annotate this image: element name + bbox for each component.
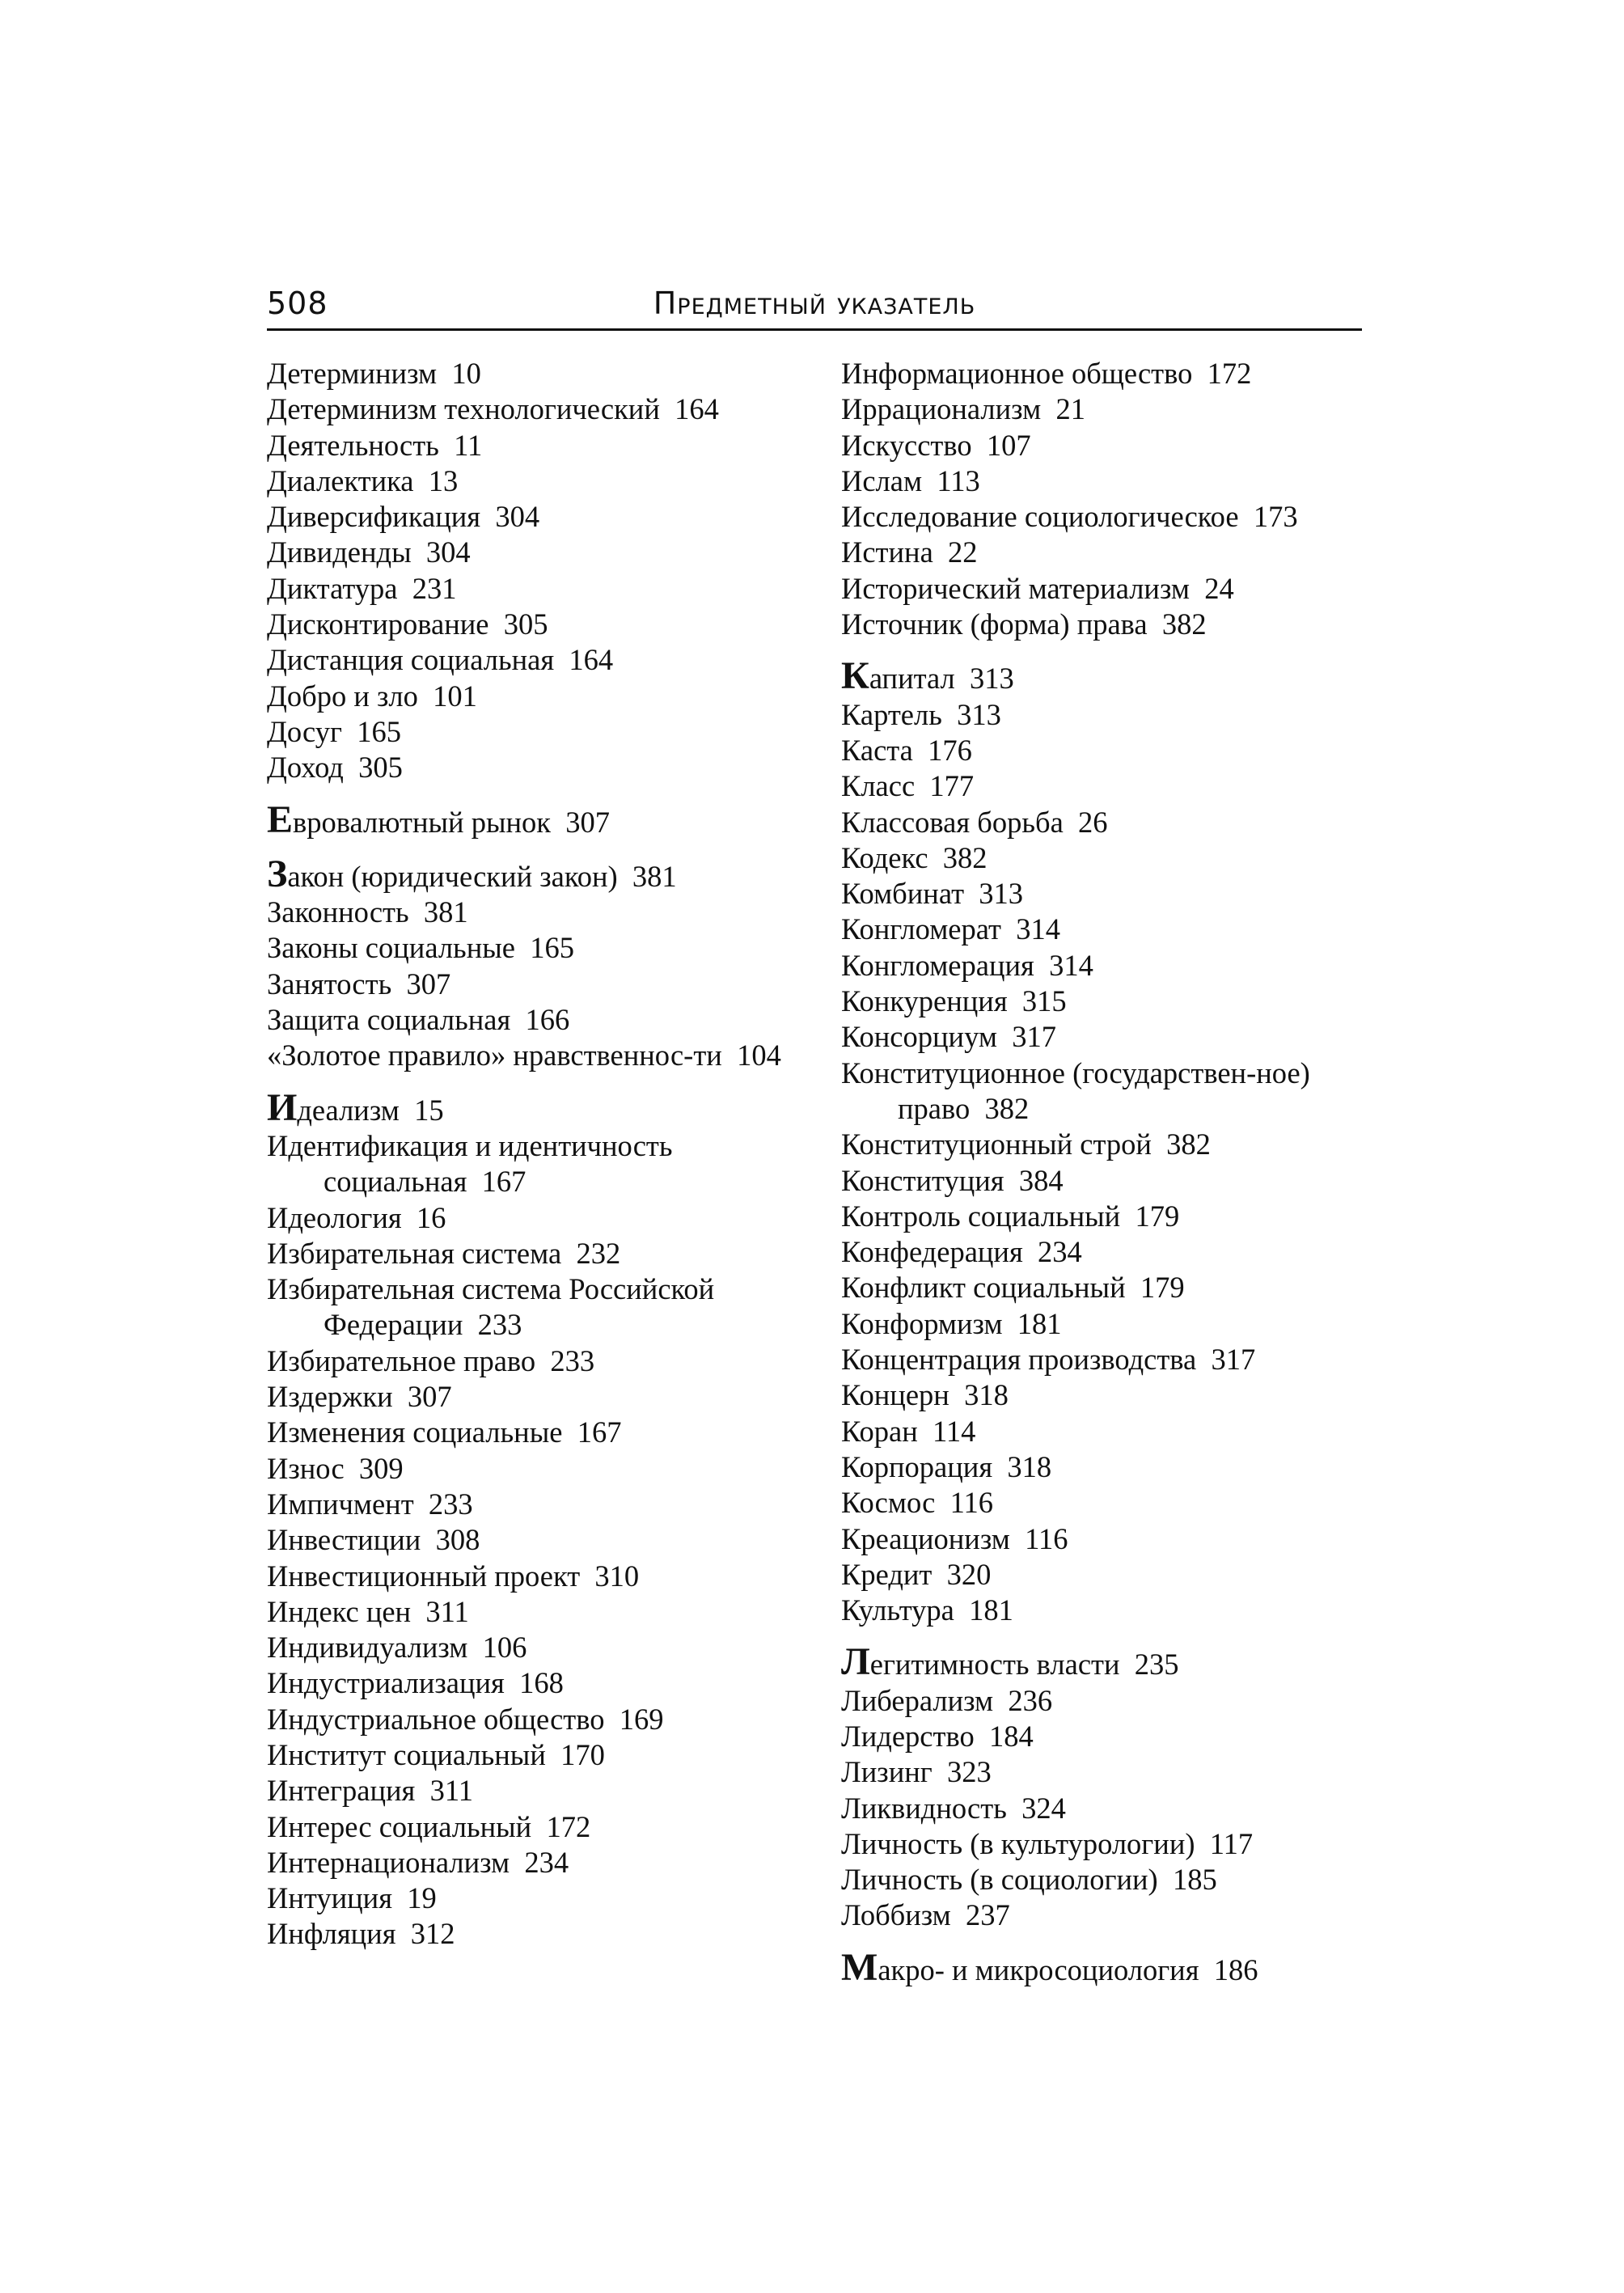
index-term: Личность (в культурологии) [841,1826,1195,1860]
index-entry [267,1845,817,1881]
index-page-ref: 308 [435,1523,480,1557]
index-term: Интуиция [267,1881,393,1915]
index-term: Конституция [841,1163,1004,1197]
index-page-ref: 164 [675,392,719,426]
index-page-ref: 181 [1017,1306,1062,1340]
index-page-ref: 170 [560,1737,605,1771]
index-term: Классовая борьба [841,805,1064,839]
index-entry [841,1056,1375,1127]
index-entry [841,1377,1375,1413]
index-term: Диалектика [267,463,414,497]
index-page-ref: 179 [1135,1199,1180,1233]
index-entry [267,1594,817,1630]
index-term: акон (юридический закон) [287,859,618,893]
index-page-ref: 177 [929,769,975,803]
index-term: Детерминизм технологический [267,392,660,426]
index-page-ref: 236 [1008,1683,1053,1717]
index-term: Интерес социальный [267,1809,532,1843]
index-entry [267,1002,817,1038]
index-page-ref: 26 [1078,805,1108,839]
index-page-ref: 176 [928,733,972,767]
index-page-ref: 384 [1018,1163,1064,1197]
index-page-ref: 181 [969,1593,1013,1627]
index-entry [267,1702,817,1737]
index-term: Защита социальная [267,1003,511,1037]
index-term: Индустриальное общество [267,1702,605,1736]
index-entry [841,1270,1375,1305]
index-page-ref: 314 [1016,912,1060,946]
index-entry [841,805,1375,840]
index-term: Кодекс [841,840,928,874]
index-term: Конфедерация [841,1235,1023,1269]
index-page-ref: 381 [423,895,468,929]
index-entry [841,1521,1375,1557]
index-entry [267,797,817,841]
index-term: Концерн [841,1378,949,1412]
index-page-ref: 106 [482,1631,527,1665]
index-entry [841,499,1375,535]
index-term: Добро и зло [267,679,418,713]
index-entry [841,1862,1375,1897]
index-page-ref: 315 [1021,984,1067,1018]
index-entry [841,1640,1375,1684]
index-entry [267,930,817,966]
index-page-ref: 233 [477,1308,522,1342]
index-term: деализм [297,1093,400,1127]
index-entry [841,356,1375,391]
index-entry [841,654,1375,698]
index-term: Каста [841,733,913,767]
index-page-ref: 21 [1055,392,1085,426]
index-entry [841,1897,1375,1933]
index-page-ref: 113 [937,463,980,497]
section-initial-letter: Л [841,1640,870,1684]
index-term: Источник (форма) права [841,607,1148,641]
index-entry [267,1128,817,1200]
index-page-ref: 324 [1021,1791,1066,1825]
index-term: Контроль социальный [841,1199,1121,1233]
index-entry [841,733,1375,768]
index-column-right [841,356,1375,1988]
index-term: Изменения социальные [267,1415,563,1449]
index-term: вровалютный рынок [293,805,551,839]
section-initial-letter: И [267,1085,298,1129]
index-entry [841,1019,1375,1055]
index-term: Класс [841,769,916,803]
index-page-ref: 168 [519,1666,564,1700]
index-term: Доход [267,751,344,785]
index-term: Диверсификация [267,500,481,534]
index-page-ref: 307 [407,1380,452,1414]
index-entry [841,1754,1375,1790]
index-entry [267,1200,817,1236]
index-term: акро- и микросоциология [878,1952,1199,1986]
index-page-ref: 237 [966,1898,1010,1932]
index-entry [267,1522,817,1558]
index-entry [841,535,1375,570]
index-page-ref: 16 [416,1200,446,1234]
index-term: Досуг [267,714,342,748]
index-page-ref: 305 [358,751,403,785]
index-entry [267,428,817,463]
index-page-ref: 186 [1213,1952,1258,1986]
index-entry [841,1306,1375,1342]
index-page-ref: 167 [577,1415,622,1449]
index-entry [267,1038,817,1073]
index-entry [267,1809,817,1845]
index-term: Избирательное право [267,1343,536,1377]
index-entry [841,391,1375,427]
index-entry [841,1485,1375,1521]
index-page-ref: 320 [946,1557,992,1591]
index-page-ref: 173 [1253,500,1298,534]
index-page-ref: 117 [1209,1826,1254,1860]
index-page-ref: 234 [1038,1235,1082,1269]
index-page-ref: 101 [433,679,477,713]
index-page-ref: 313 [957,697,1001,731]
index-term: егитимность власти [869,1648,1120,1682]
index-entry [267,679,817,714]
index-page-ref: 382 [984,1091,1030,1125]
index-term: Комбинат [841,877,965,911]
index-page-ref: 311 [425,1594,469,1628]
index-page-ref: 11 [454,428,483,462]
index-page-ref: 107 [986,428,1031,462]
section-initial-letter: Е [267,797,294,841]
index-entry [267,1415,817,1450]
index-term: Избирательная система [267,1236,562,1270]
index-entry [267,1773,817,1809]
index-entry [267,499,817,535]
index-entry [841,1234,1375,1270]
index-page-ref: 234 [524,1845,569,1879]
index-page-ref: 116 [1025,1521,1068,1555]
section-initial-letter: К [841,654,869,698]
index-page-ref: 116 [949,1486,993,1520]
index-page-ref: 318 [1007,1449,1052,1483]
index-term: Индустриализация [267,1666,505,1700]
index-page-ref: 304 [495,500,540,534]
index-entry [267,714,817,750]
index-page-ref: 172 [1207,357,1252,390]
index-page-ref: 313 [979,877,1024,911]
index-entry [841,1163,1375,1199]
index-entry [267,1881,817,1916]
index-entry [841,768,1375,804]
index-page-ref: 382 [1166,1127,1211,1161]
index-page-ref: 381 [632,859,677,893]
index-entry [267,1236,817,1271]
index-term: Исследование социологическое [841,500,1239,534]
index-entry [267,1451,817,1487]
index-term: апитал [869,662,955,696]
index-entry [267,607,817,642]
index-term: Институт социальный [267,1737,546,1771]
index-page-ref: 382 [1161,607,1207,641]
index-term: Законность [267,895,409,929]
index-page-ref: 311 [429,1774,473,1808]
index-term: Детерминизм [267,357,438,390]
index-page-ref: 13 [428,463,459,497]
index-entry [267,463,817,499]
index-term: Личность (в социологии) [841,1863,1158,1897]
index-term: Индивидуализм [267,1631,468,1665]
index-term: Законы социальные [267,931,515,965]
index-page-ref: 317 [1211,1343,1256,1377]
index-entry [841,1945,1375,1989]
index-page-ref: 233 [428,1487,473,1521]
index-page-ref: 19 [407,1881,437,1915]
index-page-ref: 307 [406,967,451,1001]
index-entry [267,1379,817,1415]
index-entry [841,1414,1375,1449]
index-entry [267,571,817,607]
index-entry [267,1737,817,1773]
index-page-ref: 323 [947,1755,992,1789]
index-page-ref: 232 [576,1236,621,1270]
index-page-ref: 169 [619,1702,664,1736]
index-term: Исторический материализм [841,571,1190,605]
index-page-ref: 166 [525,1003,570,1037]
index-page-ref: 114 [933,1414,976,1448]
index-entry [267,750,817,785]
index-term: Концентрация производства [841,1343,1197,1377]
index-page-ref: 104 [737,1039,781,1072]
index-term: Дивиденды [267,535,412,569]
index-term: Либерализм [841,1683,994,1717]
index-page-ref: 24 [1204,571,1234,605]
index-term: Диктатура [267,571,398,605]
index-entry [267,852,817,895]
index-entry [841,912,1375,947]
index-term: Лидерство [841,1719,975,1753]
index-page-ref: 309 [358,1451,404,1485]
index-term: Конкуренция [841,984,1008,1018]
index-page-ref: 167 [481,1165,527,1199]
index-term: Корпорация [841,1449,993,1483]
index-entry [841,1826,1375,1862]
index-term: Ислам [841,463,923,497]
index-entry [267,967,817,1002]
index-entry [841,876,1375,912]
index-entry [267,1559,817,1594]
index-entry [841,1593,1375,1628]
index-entry [841,1449,1375,1485]
index-page-ref: 312 [410,1917,455,1951]
index-page-ref: 22 [948,535,978,569]
index-entry [841,607,1375,642]
index-page-ref: 304 [425,535,471,569]
index-page-ref: 235 [1134,1648,1179,1682]
index-page-ref: 233 [550,1343,595,1377]
index-entry [841,1342,1375,1377]
index-entry [841,1199,1375,1234]
index-page-ref: 382 [942,840,988,874]
index-term: Лизинг [841,1755,933,1789]
index-page-ref: 165 [357,714,401,748]
index-entry [841,948,1375,984]
index-page-ref: 310 [594,1559,640,1593]
index-entry [267,1343,817,1379]
index-page-ref: 165 [530,931,574,965]
index-term: Конформизм [841,1306,1003,1340]
index-term: Дисконтирование [267,607,489,641]
index-page-ref: 313 [969,662,1014,696]
index-entry [841,571,1375,607]
index-term: Информационное общество [841,357,1193,390]
index-page-ref: 231 [412,571,457,605]
index-term: Конфликт социальный [841,1271,1126,1305]
section-initial-letter: З [267,852,288,895]
section-initial-letter: М [841,1945,878,1989]
index-term: Креационизм [841,1521,1010,1555]
index-term: Иррационализм [841,392,1042,426]
index-column-left [267,356,817,1952]
index-term: Лоббизм [841,1898,951,1932]
index-term: Занятость [267,967,392,1001]
index-term: Идентификация и идентичность социальная [267,1128,673,1199]
index-entry [267,1916,817,1952]
index-term: Конгломерат [841,912,1001,946]
index-entry [267,535,817,570]
index-entry [267,895,817,930]
index-entry [841,428,1375,463]
index-page [267,275,1362,2054]
index-entry [841,463,1375,499]
index-page-ref: 307 [565,805,610,839]
index-term: Инвестиции [267,1523,421,1557]
index-term: Консорциум [841,1020,997,1054]
index-entry [267,391,817,427]
index-entry [841,1127,1375,1162]
index-entry [267,1271,817,1343]
index-entry [267,1665,817,1701]
index-term: Космос [841,1486,936,1520]
index-term: Конгломерация [841,948,1034,982]
index-term: Искусство [841,428,972,462]
index-term: Конституционный строй [841,1127,1152,1161]
index-page-ref: 10 [451,357,481,390]
index-term: Истина [841,535,933,569]
index-term: Идеология [267,1200,402,1234]
index-term: «Золотое правило» нравственнос-ти [267,1039,722,1072]
index-page-ref: 305 [503,607,548,641]
index-term: Износ [267,1451,345,1485]
index-term: Интернационализм [267,1845,510,1879]
index-term: Избирательная система Российской Федерации [267,1272,715,1342]
index-term: Интеграция [267,1774,416,1808]
index-page-ref: 314 [1049,948,1093,982]
index-entry [267,642,817,678]
index-entry [841,1683,1375,1719]
index-entry [841,1719,1375,1754]
index-page-ref: 172 [546,1809,591,1843]
index-page-ref: 164 [569,643,614,677]
index-term: Дистанция социальная [267,643,555,677]
running-title: Предметный указатель [653,286,976,321]
index-entry [267,1085,817,1129]
index-page-ref: 318 [964,1378,1009,1412]
index-term: Коран [841,1414,918,1448]
index-page-ref: 15 [414,1093,444,1127]
index-page-ref: 317 [1012,1020,1056,1054]
index-term: Ликвидность [841,1791,1007,1825]
index-entry [267,356,817,391]
index-term: Культура [841,1593,954,1627]
index-term: Кредит [841,1557,933,1591]
index-entry [841,1557,1375,1593]
index-entry [841,697,1375,733]
index-entry [841,1791,1375,1826]
index-page-ref: 179 [1140,1271,1185,1305]
index-term: Индекс цен [267,1594,412,1628]
running-head [267,275,1362,331]
index-term: Конституционное (государствен-ное) право [841,1056,1310,1125]
index-term: Картель [841,697,942,731]
index-entry [267,1630,817,1665]
index-term: Деятельность [267,428,439,462]
index-term: Издержки [267,1380,393,1414]
index-page-ref: 184 [988,1719,1034,1753]
index-entry [841,984,1375,1019]
page-number: 508 [267,286,328,321]
index-page-ref: 185 [1172,1863,1217,1897]
index-term: Импичмент [267,1487,414,1521]
index-entry [841,840,1375,876]
index-term: Инвестиционный проект [267,1559,581,1593]
index-term: Инфляция [267,1917,396,1951]
index-entry [267,1487,817,1522]
